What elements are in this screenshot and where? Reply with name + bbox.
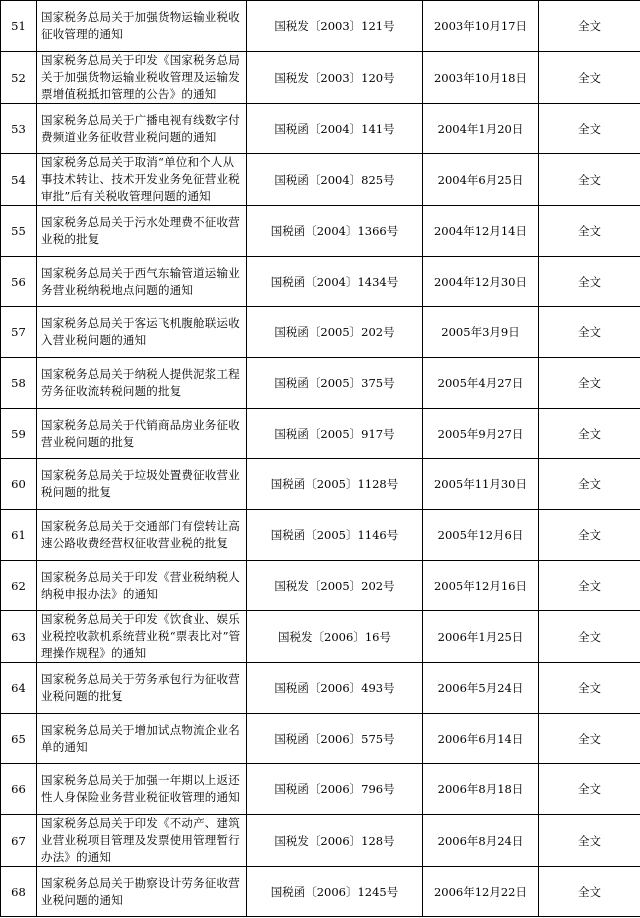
row-number: 60 xyxy=(1,459,37,510)
row-number: 66 xyxy=(1,764,37,815)
row-fulltext-link[interactable]: 全文 xyxy=(539,154,640,206)
row-title: 国家税务总局关于勘察设计劳务征收营业税问题的通知 xyxy=(37,867,247,917)
row-number: 64 xyxy=(1,663,37,714)
table-row xyxy=(1,714,640,764)
table-row xyxy=(1,663,640,714)
table-row xyxy=(1,409,640,459)
row-title: 国家税务总局关于印发《饮食业、娱乐业税控收款机系统营业税“票表比对”管理操作规程》的通知 xyxy=(37,611,247,663)
row-date: 2006年6月14日 xyxy=(423,714,539,764)
row-date: 2006年5月24日 xyxy=(423,663,539,714)
row-title: 国家税务总局关于劳务承包行为征收营业税问题的批复 xyxy=(37,663,247,714)
row-number: 68 xyxy=(1,867,37,917)
row-title: 国家税务总局关于污水处理费不征收营业税的批复 xyxy=(37,206,247,257)
row-number: 65 xyxy=(1,714,37,764)
row-fulltext-link[interactable]: 全文 xyxy=(539,104,640,154)
row-number: 52 xyxy=(1,52,37,104)
row-doc-number: 国税函〔2005〕375号 xyxy=(247,358,423,409)
row-fulltext-link[interactable]: 全文 xyxy=(539,611,640,663)
row-title: 国家税务总局关于加强货物运输业税收征收管理的通知 xyxy=(37,1,247,52)
row-doc-number: 国税发〔2006〕16号 xyxy=(247,611,423,663)
row-date: 2006年12月22日 xyxy=(423,867,539,917)
row-fulltext-link[interactable]: 全文 xyxy=(539,52,640,104)
table-row xyxy=(1,52,640,104)
row-doc-number: 国税发〔2006〕128号 xyxy=(247,815,423,867)
row-date: 2006年1月25日 xyxy=(423,611,539,663)
table-body xyxy=(1,1,640,917)
row-number: 57 xyxy=(1,307,37,358)
row-title: 国家税务总局关于印发《营业税纳税人纳税申报办法》的通知 xyxy=(37,561,247,611)
row-fulltext-link[interactable]: 全文 xyxy=(539,358,640,409)
row-title: 国家税务总局关于交通部门有偿转让高速公路收费经营权征收营业税的批复 xyxy=(37,510,247,561)
row-doc-number: 国税函〔2005〕202号 xyxy=(247,307,423,358)
row-doc-number: 国税函〔2004〕1366号 xyxy=(247,206,423,257)
row-number: 56 xyxy=(1,257,37,307)
row-number: 54 xyxy=(1,154,37,206)
table-row xyxy=(1,459,640,510)
row-doc-number: 国税函〔2006〕1245号 xyxy=(247,867,423,917)
row-date: 2004年12月14日 xyxy=(423,206,539,257)
row-doc-number: 国税发〔2003〕121号 xyxy=(247,1,423,52)
row-title: 国家税务总局关于增加试点物流企业名单的通知 xyxy=(37,714,247,764)
row-fulltext-link[interactable]: 全文 xyxy=(539,561,640,611)
row-number: 62 xyxy=(1,561,37,611)
row-number: 67 xyxy=(1,815,37,867)
row-number: 58 xyxy=(1,358,37,409)
row-number: 51 xyxy=(1,1,37,52)
row-date: 2005年11月30日 xyxy=(423,459,539,510)
row-number: 63 xyxy=(1,611,37,663)
row-fulltext-link[interactable]: 全文 xyxy=(539,714,640,764)
row-title: 国家税务总局关于印发《不动产、建筑业营业税项目管理及发票使用管理暂行办法》的通知 xyxy=(37,815,247,867)
row-title: 国家税务总局关于客运飞机腹舱联运收入营业税问题的通知 xyxy=(37,307,247,358)
row-doc-number: 国税函〔2004〕141号 xyxy=(247,104,423,154)
row-date: 2003年10月18日 xyxy=(423,52,539,104)
row-fulltext-link[interactable]: 全文 xyxy=(539,510,640,561)
table-row xyxy=(1,815,640,867)
row-date: 2004年6月25日 xyxy=(423,154,539,206)
table-row xyxy=(1,867,640,917)
row-title: 国家税务总局关于加强一年期以上返还性人身保险业务营业税征收管理的通知 xyxy=(37,764,247,815)
row-date: 2005年4月27日 xyxy=(423,358,539,409)
row-doc-number: 国税发〔2005〕202号 xyxy=(247,561,423,611)
row-title: 国家税务总局关于广播电视有线数字付费频道业务征收营业税问题的通知 xyxy=(37,104,247,154)
row-doc-number: 国税函〔2005〕1128号 xyxy=(247,459,423,510)
row-fulltext-link[interactable]: 全文 xyxy=(539,459,640,510)
row-title: 国家税务总局关于纳税人提供泥浆工程劳务征收流转税问题的批复 xyxy=(37,358,247,409)
row-fulltext-link[interactable]: 全文 xyxy=(539,764,640,815)
row-date: 2006年8月18日 xyxy=(423,764,539,815)
row-doc-number: 国税函〔2006〕575号 xyxy=(247,714,423,764)
row-doc-number: 国税函〔2005〕1146号 xyxy=(247,510,423,561)
row-number: 61 xyxy=(1,510,37,561)
row-doc-number: 国税函〔2004〕825号 xyxy=(247,154,423,206)
table-row xyxy=(1,307,640,358)
row-fulltext-link[interactable]: 全文 xyxy=(539,307,640,358)
row-fulltext-link[interactable]: 全文 xyxy=(539,815,640,867)
row-date: 2003年10月17日 xyxy=(423,1,539,52)
table-row xyxy=(1,206,640,257)
row-fulltext-link[interactable]: 全文 xyxy=(539,867,640,917)
row-doc-number: 国税发〔2003〕120号 xyxy=(247,52,423,104)
row-date: 2005年3月9日 xyxy=(423,307,539,358)
table-row xyxy=(1,257,640,307)
table-row xyxy=(1,561,640,611)
row-fulltext-link[interactable]: 全文 xyxy=(539,257,640,307)
row-fulltext-link[interactable]: 全文 xyxy=(539,1,640,52)
row-title: 国家税务总局关于代销商品房业务征收营业税问题的批复 xyxy=(37,409,247,459)
table-row xyxy=(1,611,640,663)
row-date: 2005年9月27日 xyxy=(423,409,539,459)
row-doc-number: 国税函〔2006〕493号 xyxy=(247,663,423,714)
row-date: 2005年12月16日 xyxy=(423,561,539,611)
row-fulltext-link[interactable]: 全文 xyxy=(539,206,640,257)
table-row xyxy=(1,154,640,206)
row-doc-number: 国税函〔2005〕917号 xyxy=(247,409,423,459)
table-row xyxy=(1,764,640,815)
table-row xyxy=(1,1,640,52)
row-title: 国家税务总局关于印发《国家税务总局关于加强货物运输业税收管理及运输发票增值税抵扣管理的公告》的通知 xyxy=(37,52,247,104)
table-row xyxy=(1,358,640,409)
row-date: 2004年12月30日 xyxy=(423,257,539,307)
row-doc-number: 国税函〔2006〕796号 xyxy=(247,764,423,815)
row-title: 国家税务总局关于西气东输管道运输业务营业税纳税地点问题的通知 xyxy=(37,257,247,307)
row-fulltext-link[interactable]: 全文 xyxy=(539,663,640,714)
row-fulltext-link[interactable]: 全文 xyxy=(539,409,640,459)
row-title: 国家税务总局关于取消“单位和个人从事技术转让、技术开发业务免征营业税审批”后有关税收管理问题的通知 xyxy=(37,154,247,206)
row-number: 55 xyxy=(1,206,37,257)
row-title: 国家税务总局关于垃圾处置费征收营业税问题的批复 xyxy=(37,459,247,510)
row-number: 59 xyxy=(1,409,37,459)
row-doc-number: 国税函〔2004〕1434号 xyxy=(247,257,423,307)
row-date: 2004年1月20日 xyxy=(423,104,539,154)
row-date: 2005年12月6日 xyxy=(423,510,539,561)
row-number: 53 xyxy=(1,104,37,154)
table-row xyxy=(1,104,640,154)
table-row xyxy=(1,510,640,561)
row-date: 2006年8月24日 xyxy=(423,815,539,867)
